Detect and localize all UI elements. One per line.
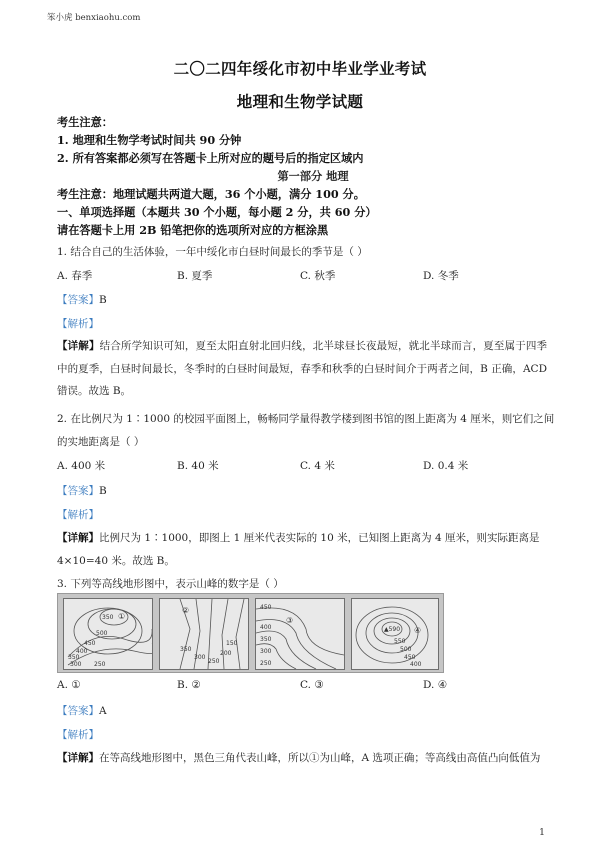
part-heading: 第一部分 地理 xyxy=(277,169,349,183)
contour-label: 150 xyxy=(226,640,238,647)
answer-tag: 【答案】 xyxy=(57,705,99,717)
q3-answer xyxy=(57,703,107,718)
contour-label: 400 xyxy=(76,648,88,655)
q2-detail-line1 xyxy=(57,530,540,545)
q1-stem: 1. 结合自己的生活体验，一年中绥化市白昼时间最长的季节是（ ） xyxy=(57,246,368,258)
answer-value: B xyxy=(99,294,107,306)
q2-analysis-tag: 【解析】 xyxy=(57,509,99,521)
contour-map-2 xyxy=(159,598,249,670)
detail-text: 结合所学知识可知，夏至太阳直射北回归线，北半球昼长夜最短，就北半球而言，夏至属于四季中的夏季，白昼时间最长，冬季时的白昼时间最短，春季和秋季的白昼时间介于两者之间，B 正确，ACD 错误。故选 B。 xyxy=(57,340,548,397)
map-number-2: ② xyxy=(182,606,190,615)
contour-label: 500 xyxy=(96,630,108,637)
q2-answer xyxy=(57,483,107,498)
contour-map-1 xyxy=(63,598,153,670)
contour-maps-figure xyxy=(57,593,444,673)
detail-text: 比例尺为 1∶1000，即图上 1 厘米代表实际的 10 米，已知图上距离为 4 厘米，则实际距离是 xyxy=(99,532,540,544)
q2-option-c: C. 4 米 xyxy=(300,460,335,472)
site-watermark: 笨小虎 benxiaohu.com xyxy=(47,13,141,23)
q2-option-a: A. 400 米 xyxy=(57,460,106,472)
contour-label: 450 xyxy=(84,640,96,647)
q2-option-d: D. 0.4 米 xyxy=(423,460,469,472)
q1-analysis-tag: 【解析】 xyxy=(57,318,99,330)
q3-stem: 3. 下列等高线地形图中，表示山峰的数字是（ ） xyxy=(57,578,284,590)
contour-label: 350 xyxy=(68,654,80,661)
q1-option-d: D. 冬季 xyxy=(423,270,459,282)
q3-option-d: D. ④ xyxy=(423,679,448,691)
contour-label: ▲590 xyxy=(384,626,401,633)
detail-text: 在等高线地形图中，黑色三角代表山峰，所以①为山峰，A 选项正确；等高线由高值凸向低值为 xyxy=(99,752,541,764)
contour-label: 300 xyxy=(194,654,206,661)
answer-value: B xyxy=(99,485,107,497)
contour-map-4 xyxy=(351,598,439,670)
page-number: 1 xyxy=(539,827,546,838)
q2-option-b: B. 40 米 xyxy=(177,460,219,472)
q3-option-a: A. ① xyxy=(57,679,81,691)
q1-detail xyxy=(57,335,547,403)
answer-tag: 【答案】 xyxy=(57,485,99,497)
q2-stem-line1: 2. 在比例尺为 1∶1000 的校园平面图上，畅畅同学量得教学楼到图书馆的图上距离为 4 厘米，则它们之间 xyxy=(57,413,555,425)
map-number-4: ④ xyxy=(414,626,422,635)
q1-option-a: A. 春季 xyxy=(57,270,93,282)
answer-tag: 【答案】 xyxy=(57,294,99,306)
contour-lines-2 xyxy=(160,599,248,669)
q3-detail xyxy=(57,750,540,765)
detail-tag: 【详解】 xyxy=(57,340,100,352)
contour-label: 350 xyxy=(102,614,114,621)
answer-value: A xyxy=(99,705,107,717)
contour-label: 450 xyxy=(404,654,416,661)
q3-option-b: B. ② xyxy=(177,679,201,691)
contour-label: 350 xyxy=(180,646,192,653)
contour-label: 350 xyxy=(260,636,272,643)
contour-label: 300 xyxy=(70,661,82,668)
contour-label: 300 xyxy=(260,648,272,655)
contour-label: 450 xyxy=(260,604,272,611)
q1-answer xyxy=(57,292,107,307)
section-instruction: 请在答题卡上用 2B 铅笔把你的选项所对应的方框涂黑 xyxy=(57,223,329,237)
detail-tag: 【详解】 xyxy=(57,532,99,544)
contour-label: 200 xyxy=(220,650,232,657)
q3-analysis-tag: 【解析】 xyxy=(57,729,99,741)
contour-label: 250 xyxy=(94,661,106,668)
q2-stem-line2: 的实地距离是（ ） xyxy=(57,436,145,448)
contour-label: 550 xyxy=(394,638,406,645)
notice-item-2: 2. 所有答案都必须写在答题卡上所对应的题号后的指定区域内 xyxy=(57,151,364,165)
contour-lines-3 xyxy=(256,599,344,669)
contour-label: 400 xyxy=(410,661,422,668)
notice-item-1: 1. 地理和生物学考试时间共 90 分钟 xyxy=(57,133,242,147)
q1-option-c: C. 秋季 xyxy=(300,270,336,282)
q2-detail-line2: 4×10=40 米。故选 B。 xyxy=(57,555,175,567)
contour-label: 400 xyxy=(260,624,272,631)
contour-label: 250 xyxy=(260,660,272,667)
section-heading: 一、单项选择题（本题共 30 个小题，每小题 2 分，共 60 分） xyxy=(57,205,377,219)
map-number-3: ③ xyxy=(286,616,294,625)
contour-map-3 xyxy=(255,598,345,670)
detail-tag: 【详解】 xyxy=(57,752,99,764)
exam-title: 二〇二四年绥化市初中毕业学业考试 xyxy=(173,59,427,78)
q1-option-b: B. 夏季 xyxy=(177,270,213,282)
contour-lines-1 xyxy=(64,599,152,669)
contour-label: 500 xyxy=(400,646,412,653)
contour-lines-4 xyxy=(352,599,438,669)
contour-label: 250 xyxy=(208,658,220,665)
q3-option-c: C. ③ xyxy=(300,679,324,691)
exam-subtitle: 地理和生物学试题 xyxy=(236,92,364,111)
geo-notice: 考生注意：地理试题共两道大题，36 个小题，满分 100 分。 xyxy=(57,187,365,201)
map-number-1: ① xyxy=(118,612,126,621)
notice-heading: 考生注意： xyxy=(57,115,113,129)
